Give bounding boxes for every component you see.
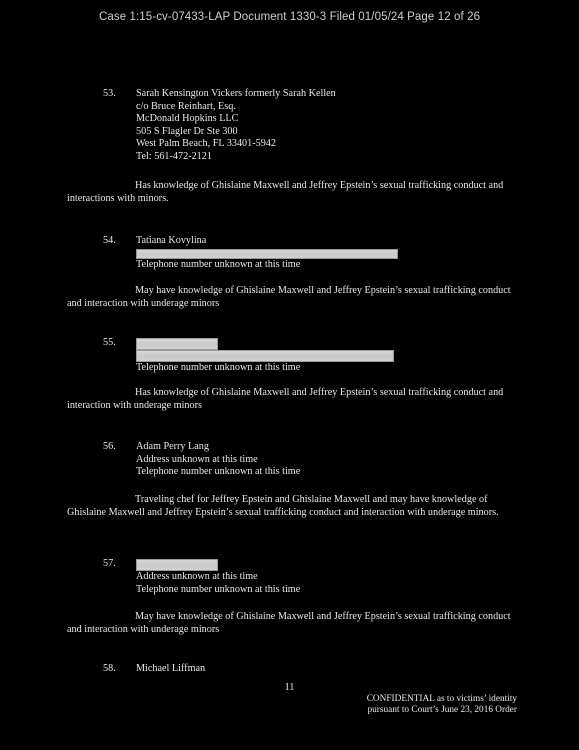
contact-block — [136, 337, 536, 375]
entry-description: May have knowledge of Ghislaine Maxwell and Jeffrey Epstein’s sexual trafficking conduct and interaction with underage minors — [67, 285, 511, 309]
redaction-box — [136, 350, 394, 362]
confidentiality-notice — [367, 694, 517, 717]
entry-number: 56. — [103, 441, 116, 452]
entry-description: Has knowledge of Ghislaine Maxwell and Jeffrey Epstein’s sexual trafficking conduct and interactions with minors. — [67, 180, 504, 204]
phone-line: Telephone number unknown at this time — [136, 362, 301, 373]
entry-number: 58. — [103, 663, 116, 674]
witness-name: Tatiana Kovylina — [136, 235, 207, 246]
contact-block — [136, 88, 536, 164]
entry-number: 55. — [103, 337, 116, 348]
address-line: c/o Bruce Reinhart, Esq. — [136, 100, 236, 112]
contact-block — [136, 558, 536, 596]
entry-description: May have knowledge of Ghislaine Maxwell and Jeffrey Epstein’s sexual trafficking conduct and interaction with underage minors — [67, 611, 511, 635]
redaction-group — [136, 338, 536, 362]
entry-number: 53. — [103, 88, 116, 99]
address-line: Address unknown at this time — [136, 571, 258, 582]
address-line: 505 S Flagler Dr Ste 300 — [136, 125, 238, 137]
phone-line: Telephone number unknown at this time — [136, 258, 301, 270]
redaction-box — [136, 559, 218, 571]
witness-name: Michael Liffman — [136, 663, 206, 674]
address-line: McDonald Hopkins LLC — [136, 113, 239, 125]
contact-block — [136, 441, 536, 479]
confidentiality-line: CONFIDENTIAL as to victims’ identity — [366, 694, 517, 704]
witness-name: Sarah Kensington Vickers formerly Sarah Kellen — [136, 88, 336, 99]
entry-number: 57. — [103, 558, 116, 569]
entry-description: Has knowledge of Ghislaine Maxwell and Jeffrey Epstein’s sexual trafficking conduct and interaction with underage minors — [67, 387, 504, 411]
phone-line: Tel: 561-472-2121 — [136, 150, 212, 162]
redaction-box — [136, 249, 398, 259]
case-header: Case 1:15-cv-07433-LAP Document 1330-3 Filed 01/05/24 Page 12 of 26 — [98, 11, 481, 23]
contact-block — [136, 235, 536, 271]
contact-block — [136, 663, 536, 676]
address-line: West Palm Beach, FL 33401-5942 — [136, 138, 276, 150]
page-number: 11 — [284, 682, 295, 693]
witness-name: Adam Perry Lang — [136, 441, 209, 452]
confidentiality-line: pursuant to Court’s June 23, 2016 Order — [367, 705, 517, 716]
phone-line: Telephone number unknown at this time — [136, 583, 301, 595]
redaction-box — [136, 338, 218, 350]
address-line: Address unknown at this time — [136, 453, 258, 465]
phone-line: Telephone number unknown at this time — [136, 466, 301, 478]
entry-number: 54. — [103, 235, 116, 246]
entry-description: Traveling chef for Jeffrey Epstein and Ghislaine Maxwell and may have knowledge of Ghislaine Maxwell and Jeffrey Epstein’s sexual trafficking conduct and interaction with underage minors. — [67, 494, 499, 518]
